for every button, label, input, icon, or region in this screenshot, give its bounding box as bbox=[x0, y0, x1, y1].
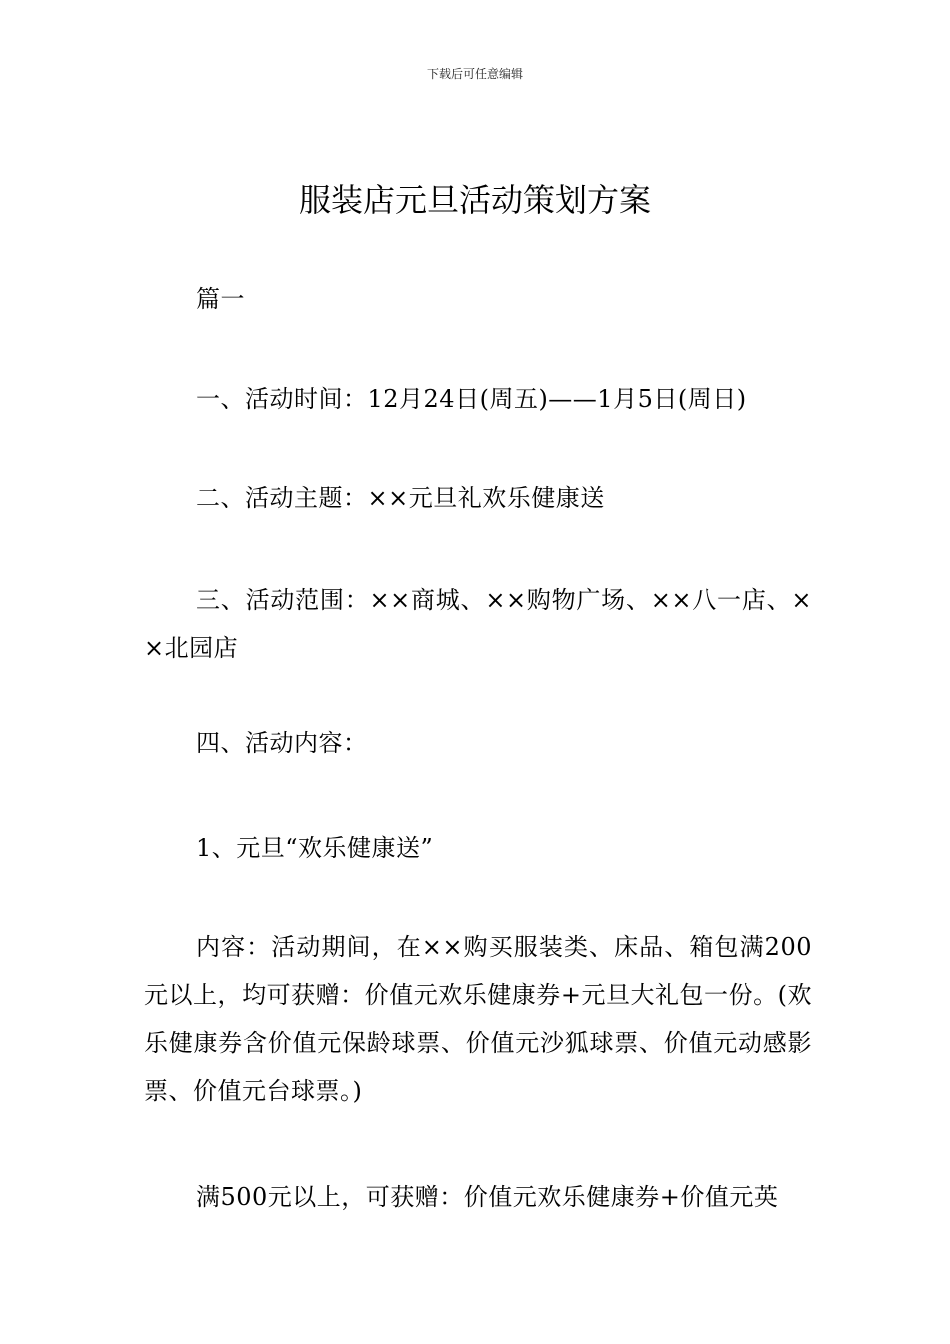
item-1-body-paragraph: 内容：活动期间，在××购买服装类、床品、箱包满200元以上，均可获赠：价值元欢乐健康券+元旦大礼包一份。(欢乐健康券含价值元保龄球票、价值元沙狐球票、价值元动感影票、价值元台球票。) bbox=[144, 933, 812, 1105]
tier-500-paragraph: 满500元以上，可获赠：价值元欢乐健康券+价值元英 bbox=[196, 1183, 779, 1211]
activity-content-heading: 四、活动内容： bbox=[196, 729, 368, 757]
activity-theme-paragraph: 二、活动主题：××元旦礼欢乐健康送 bbox=[196, 484, 605, 512]
section-label: 篇一 bbox=[196, 285, 245, 313]
header-note: 下载后可任意编辑 bbox=[426, 67, 523, 81]
document-title: 服装店元旦活动策划方案 bbox=[298, 181, 651, 219]
item-1-heading: 1、元旦“欢乐健康送” bbox=[196, 834, 434, 862]
activity-time-paragraph: 一、活动时间：12月24日(周五)——1月5日(周日) bbox=[196, 385, 747, 413]
activity-scope-paragraph: 三、活动范围：××商城、××购物广场、××八一店、××北园店 bbox=[144, 586, 812, 662]
